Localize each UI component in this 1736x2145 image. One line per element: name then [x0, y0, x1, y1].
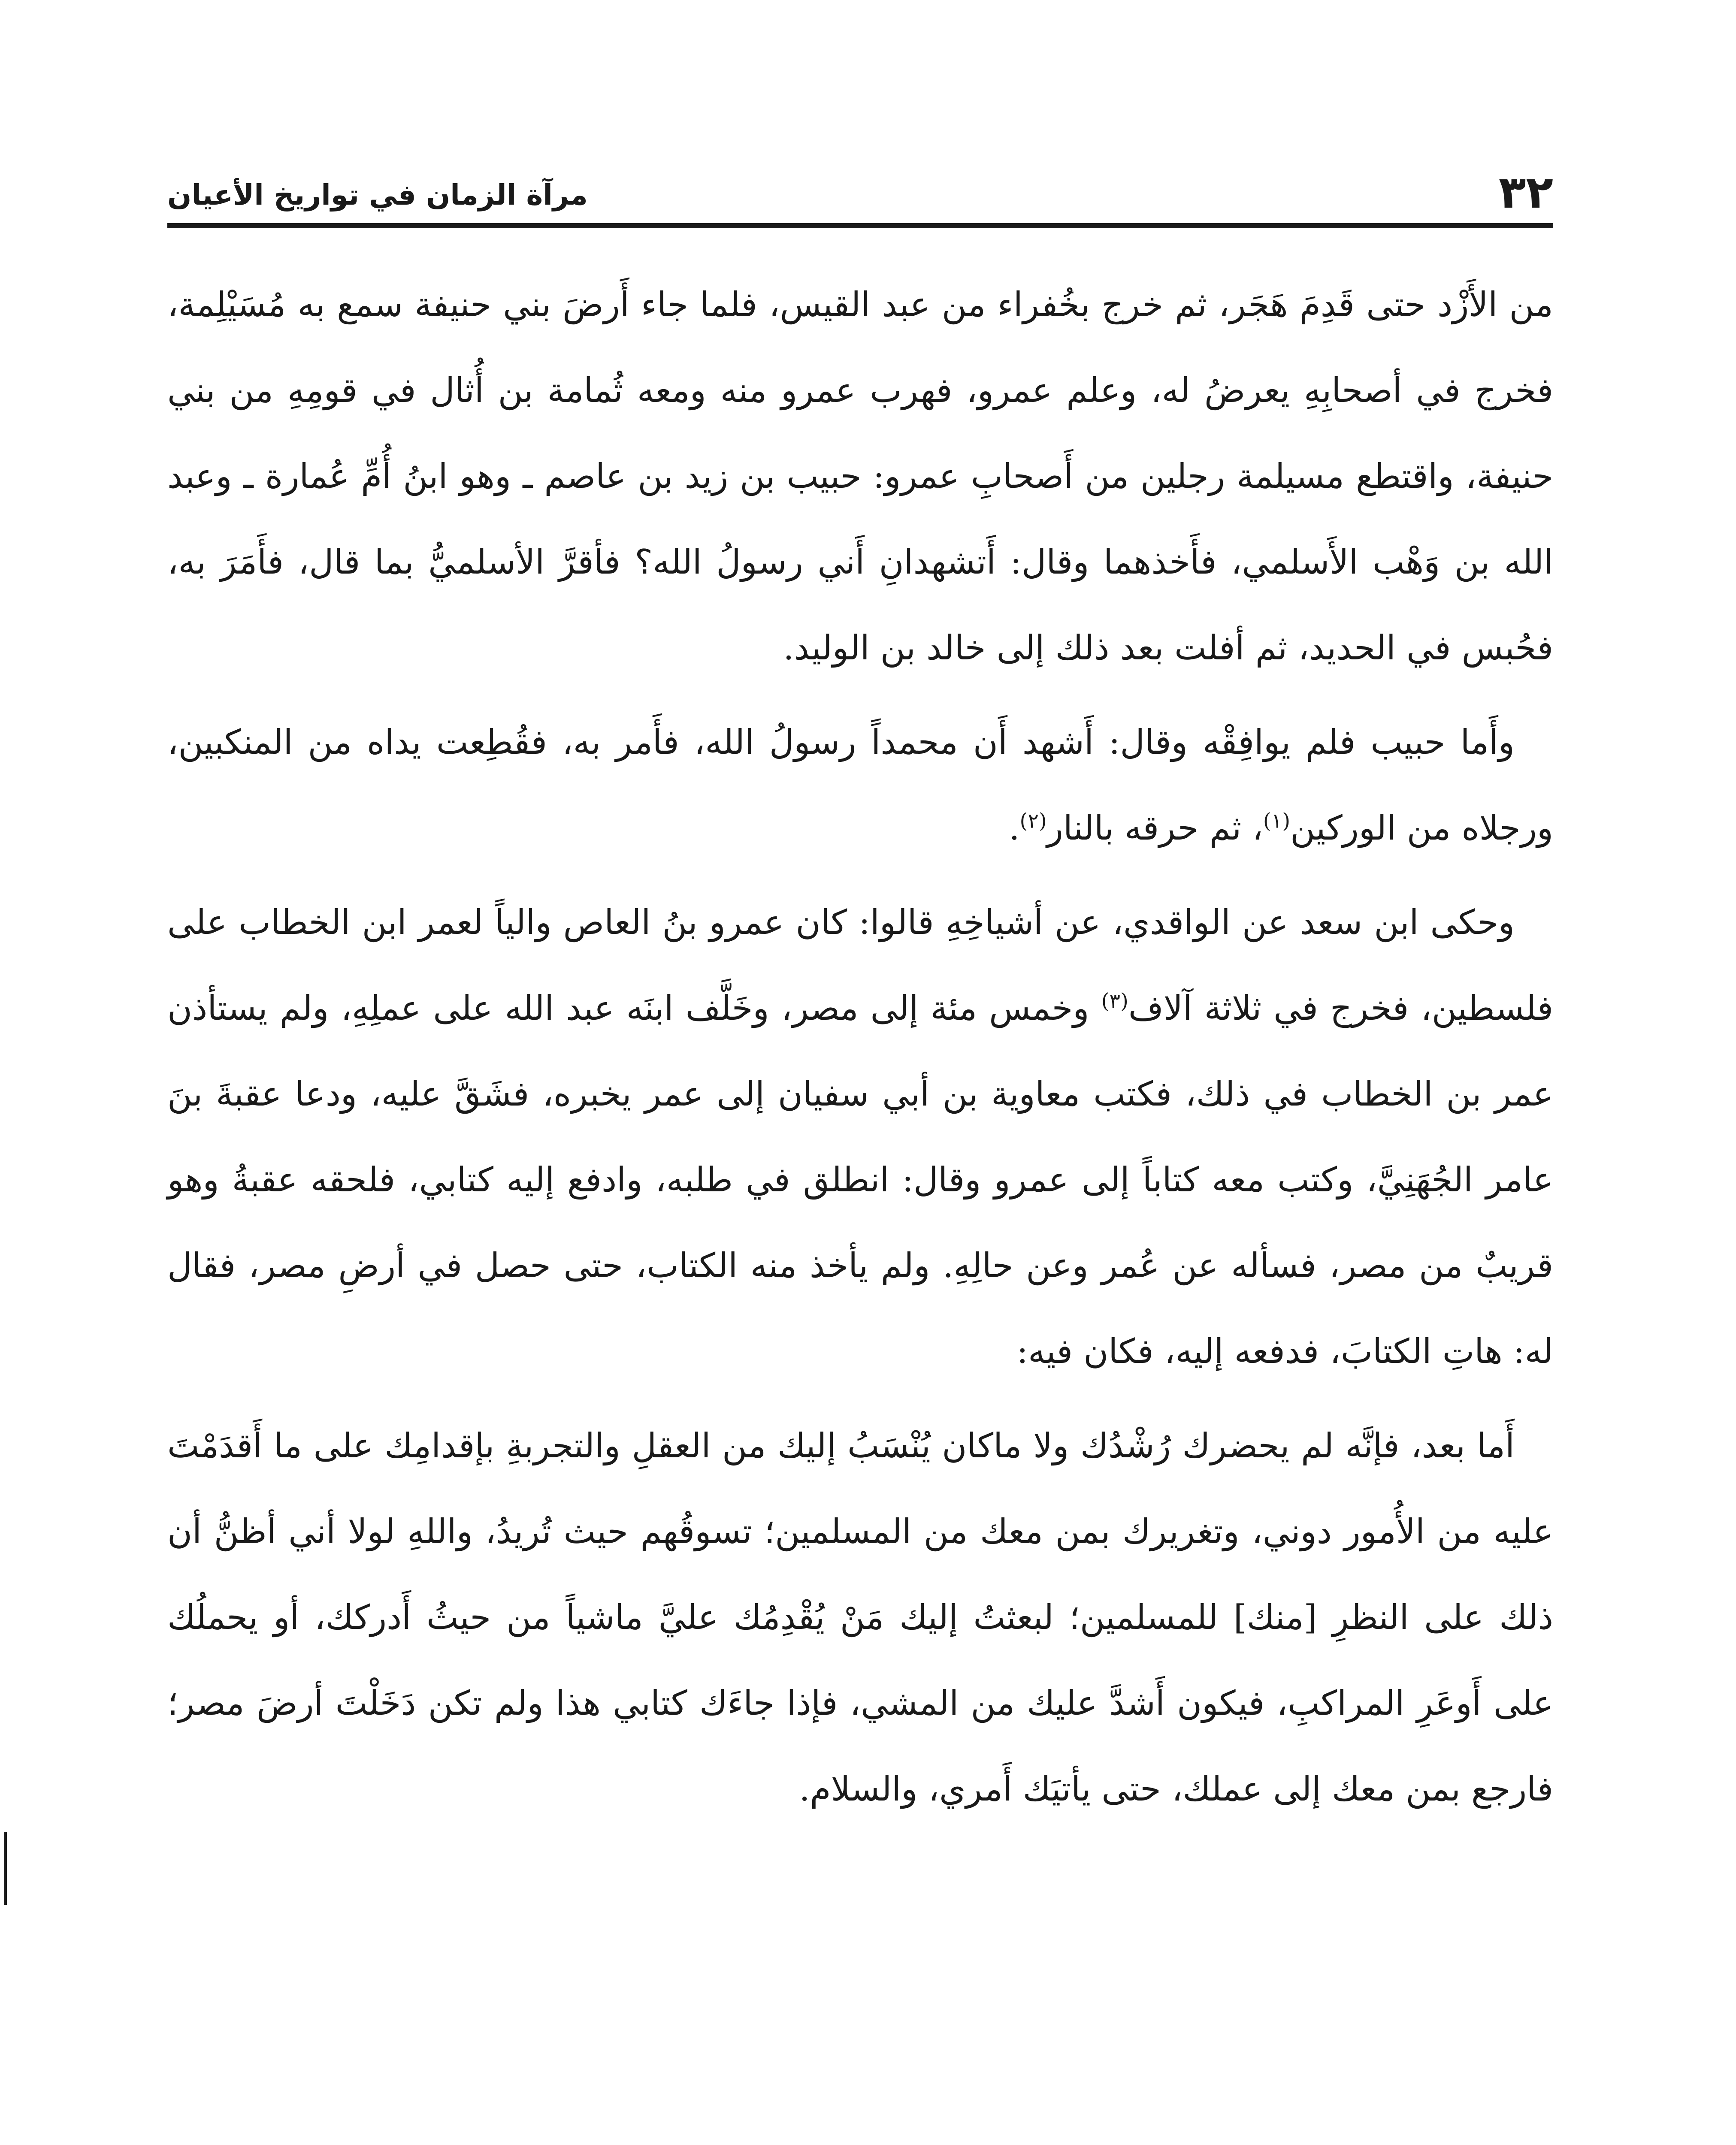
paragraph-3 — [167, 879, 1553, 1394]
paragraph-3-text-a: وحكى ابن سعد عن الواقدي، عن أشياخِهِ قالوا: كان عمرو بنُ العاص والياً لعمر ابن الخطاب على فلسطين، فخرج في ثلاثة آلاف — [167, 903, 1553, 1028]
page-number: ٣٢ — [1499, 166, 1553, 218]
paragraph-2-text-c: . — [1009, 808, 1020, 848]
header-rule — [167, 223, 1553, 228]
paragraph-1 — [167, 262, 1553, 691]
footnote-ref-3: (٣) — [1101, 989, 1128, 1013]
page-edge-mark — [4, 1832, 7, 1905]
book-title: مرآة الزمان في تواريخ الأعيان — [167, 178, 588, 211]
paragraph-4-text: أَما بعد، فإنَّه لم يحضرك رُشْدُك ولا ماكان يُنْسَبُ إليك من العقلِ والتجربةِ بإقدامِك على ما أَقدَمْتَ عليه من الأُمور دوني، وتغريرك بمن معك من المسلمين؛ تسوقُهم حيث تُريدُ، واللهِ لولا أني أظنُّ أن ذلك على النظرِ [منك] للمسلمين؛ لبعثتُ إليك مَنْ يُقْدِمُك عليَّ ماشياً من حيثُ أَدركك، أو يحملُك على أَوعَرِ المراكبِ، فيكون أَشدَّ عليك من المشي، فإذا جاءَك كتابي هذا ولم تكن دَخَلْتَ أرضَ مصر؛ فارجع بمن معك إلى عملك، حتى يأتيَك أَمري، والسلام. — [167, 1426, 1553, 1809]
footnote-ref-1: (١) — [1263, 809, 1291, 833]
paragraph-2-text-a: وأَما حبيب فلم يوافِقْه وقال: أَشهد أَن محمداً رسولُ الله، فأَمر به، فقُطِعت يداه من المنكبين، ورجلاه من الوركين — [167, 722, 1553, 848]
main-text — [167, 262, 1553, 1840]
paragraph-2 — [167, 699, 1553, 871]
paragraph-2-text-b: ، ثم حرقه بالنار — [1046, 808, 1263, 848]
running-head — [167, 142, 1553, 218]
paragraph-1-text: من الأَزْد حتى قَدِمَ هَجَر، ثم خرج بخُفراء من عبد القيس، فلما جاء أَرضَ بني حنيفة سمع به مُسَيْلِمة، فخرج في أصحابِهِ يعرضُ له، وعلم عمرو، فهرب عمرو منه ومعه ثُمامة بن أُثال في قومِهِ من بني حنيفة، واقتطع مسيلمة رجلين من أَصحابِ عمرو: حبيب بن زيد بن عاصم ـ وهو ابنُ أُمِّ عُمارة ـ وعبد الله بن وَهْب الأَسلمي، فأَخذهما وقال: أَتشهدانِ أَني رسولُ الله؟ فأقرَّ الأسلميُّ بما قال، فأَمَرَ به، فحُبس في الحديد، ثم أفلت بعد ذلك إلى خالد بن الوليد. — [167, 285, 1553, 668]
paragraph-3-text-b: وخمس مئة إلى مصر، وخَلَّف ابنَه عبد الله على عملِهِ، ولم يستأذن عمر بن الخطاب في ذلك، فكتب معاوية بن أبي سفيان إلى عمر يخبره، فشَقَّ عليه، ودعا عقبةَ بنَ عامر الجُهَنِيَّ، وكتب معه كتاباً إلى عمرو وقال: انطلق في طلبه، وادفع إليه كتابي، فلحقه عقبةُ وهو قريبٌ من مصر، فسأله عن عُمر وعن حالِهِ. ولم يأخذ منه الكتاب، حتى حصل في أرضِ مصر، فقال له: هاتِ الكتابَ، فدفعه إليه، فكان فيه: — [167, 988, 1553, 1371]
paragraph-4-letter — [167, 1403, 1553, 1832]
footnote-ref-2: (٢) — [1019, 809, 1047, 833]
book-page — [167, 0, 1553, 2145]
